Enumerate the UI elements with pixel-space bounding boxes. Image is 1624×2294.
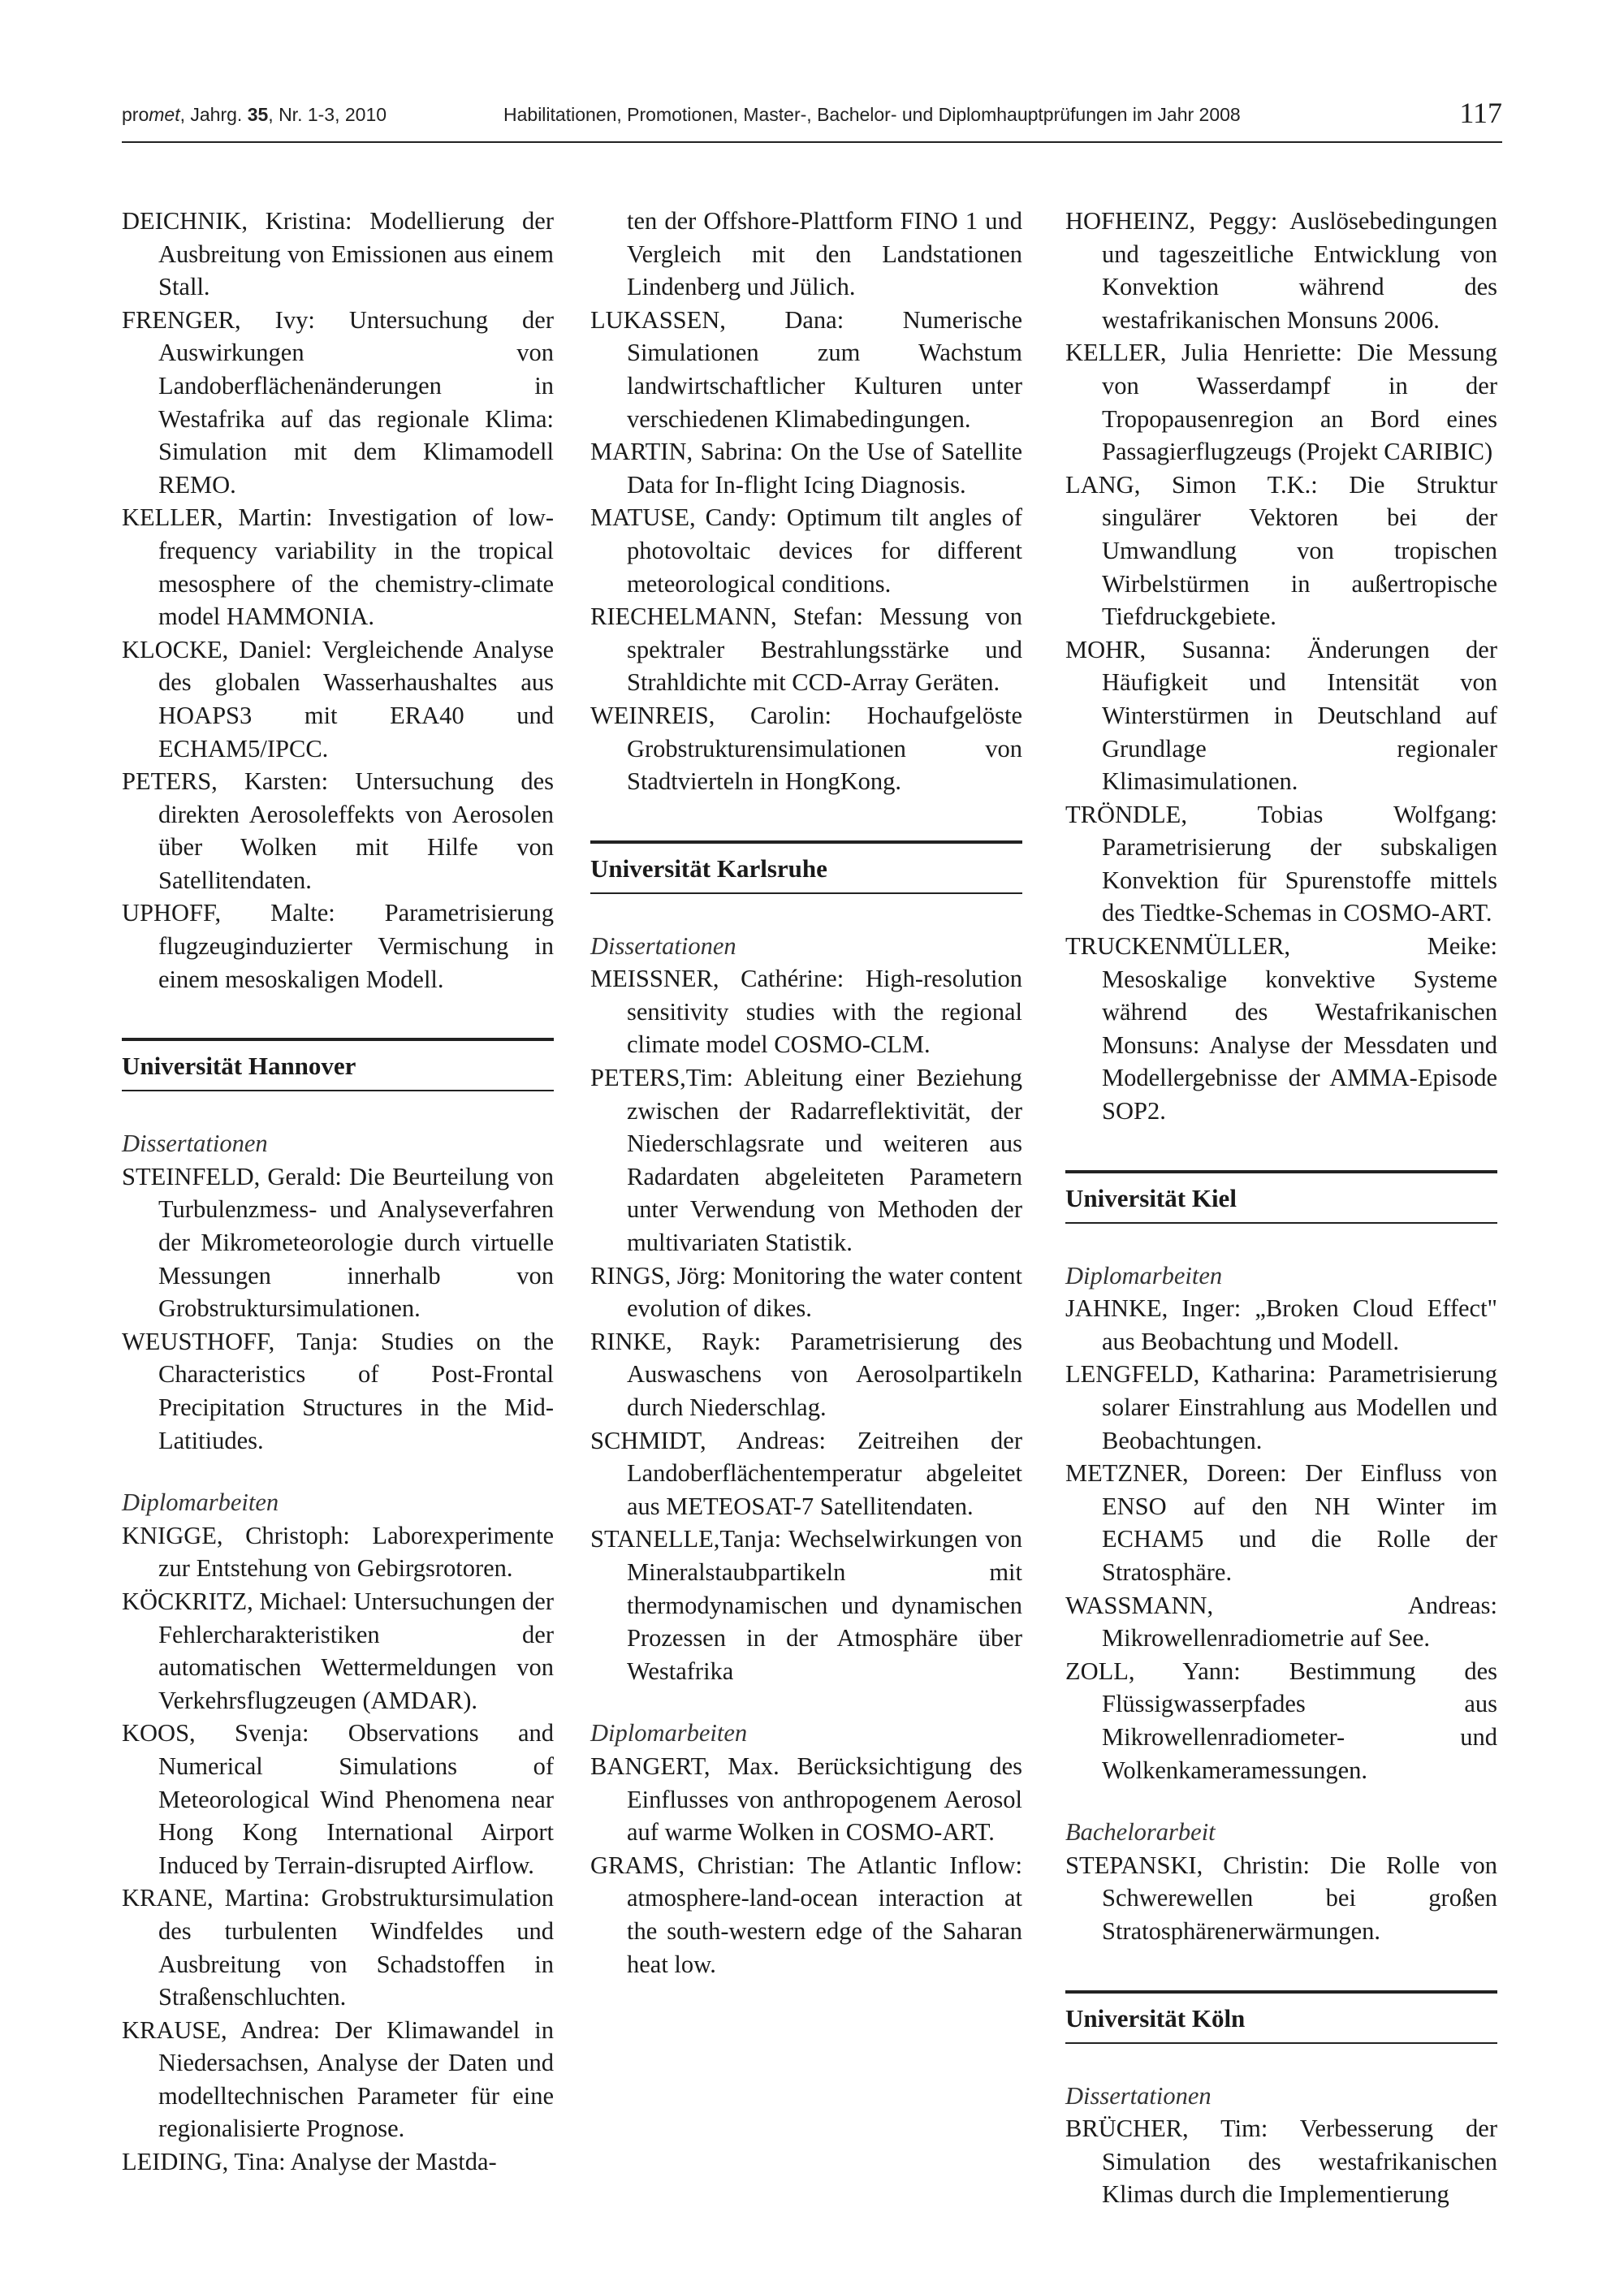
thesis-entry: RINGS, Jörg: Monitoring the water content evolution of dikes. — [590, 1261, 1022, 1323]
page-number: 117 — [1459, 97, 1502, 129]
thesis-entry: KELLER, Julia Henriette: Die Messung von Wasserdampf in der Tropopausenregion an Bord eines Passagierflugzeugs (Projekt CARIBIC) — [1065, 339, 1497, 466]
thesis-entry: UPHOFF, Malte: Parametrisierung flugzeuginduzierter Vermischung in einem mesoskaligen Modell. — [122, 899, 554, 993]
thesis-entry: STANELLE,Tanja: Wechselwirkungen von Mineralstaubpartikeln mit thermodynamischen und dynamischen Prozessen in der Atmosphäre über Westafrika — [590, 1525, 1022, 1685]
category-label-diplomarbeiten: Diplomarbeiten — [1065, 1261, 1223, 1290]
thesis-entry: LEIDING, Tina: Analyse der Mastda- — [122, 2148, 497, 2176]
thesis-entry: GRAMS, Christian: The Atlantic Inflow: atmosphere-land-ocean interaction at the south-western edge of the Saharan heat low. — [590, 1851, 1022, 1978]
university-heading-hannover: Universität Hannover — [122, 1038, 554, 1091]
thesis-entry: STEPANSKI, Christin: Die Rolle von Schwerewellen bei großen Stratosphärenerwärmungen. — [1065, 1851, 1497, 1945]
thesis-entry: LANG, Simon T.K.: Die Struktur singulärer Vektoren bei der Umwandlung von tropischen Wirbelstürmen in außertropische Tiefdruckgebiete. — [1065, 470, 1497, 631]
column-1 — [122, 205, 554, 2179]
thesis-entry: KNIGGE, Christoph: Laborexperimente zur Entstehung von Gebirgsrotoren. — [122, 1521, 554, 1583]
column-3 — [1065, 205, 1497, 2211]
university-heading-kiel: Universität Kiel — [1065, 1170, 1497, 1224]
thesis-entry: JAHNKE, Inger: „Broken Cloud Effect" aus Beobachtung und Modell. — [1065, 1294, 1497, 1355]
category-label-dissertationen: Dissertationen — [1065, 2081, 1212, 2110]
page-header — [122, 96, 1502, 153]
thesis-entry: KRANE, Martina: Grobstruktursimulation des turbulenten Windfeldes und Ausbreitung von Schadstoffen in Straßenschluchten. — [122, 1884, 554, 2011]
thesis-entry: KLOCKE, Daniel: Vergleichende Analyse des globalen Wasserhaushaltes aus HOAPS3 mit ERA40 und ECHAM5/IPCC. — [122, 635, 554, 763]
category-label-dissertationen: Dissertationen — [590, 931, 736, 960]
thesis-entry: WASSMANN, Andreas: Mikrowellenradiometrie auf See. — [1065, 1591, 1497, 1652]
thesis-entry: WEINREIS, Carolin: Hochaufgelöste Grobstrukturensimulationen von Stadtvierteln in HongKong. — [590, 701, 1022, 796]
journal-volume: 35 — [247, 104, 269, 125]
thesis-entry-continuation: ten der Offshore-Plattform FINO 1 und Vergleich mit den Landstationen Lindenberg und Jülich. — [627, 207, 1022, 301]
thesis-entry: TRÖNDLE, Tobias Wolfgang: Parametrisierung der subskaligen Konvektion für Spurenstoffe mittels des Tiedtke-Schemas in COSMO-ART. — [1065, 800, 1497, 927]
thesis-entry: METZNER, Doreen: Der Einfluss von ENSO auf den NH Winter im ECHAM5 und die Rolle der Stratosphäre. — [1065, 1459, 1497, 1586]
thesis-entry: MATUSE, Candy: Optimum tilt angles of photovoltaic devices for different meteorological conditions. — [590, 503, 1022, 598]
thesis-entry: HOFHEINZ, Peggy: Auslösebedingungen und tageszeitliche Entwicklung von Konvektion während des westafrikanischen Monsuns 2006. — [1065, 207, 1497, 334]
thesis-entry: LENGFELD, Katharina: Parametrisierung solarer Einstrahlung aus Modellen und Beobachtungen. — [1065, 1360, 1497, 1454]
journal-name-prefix: pro — [122, 104, 149, 125]
journal-name-italic: met — [149, 104, 180, 125]
journal-year-label: , Jahrg. — [179, 104, 248, 125]
thesis-entry: MOHR, Susanna: Änderungen der Häufigkeit und Intensität von Winterstürmen in Deutschland auf Grundlage regionaler Klimasimulationen. — [1065, 635, 1497, 796]
thesis-entry: MARTIN, Sabrina: On the Use of Satellite Data for In-flight Icing Diagnosis. — [590, 438, 1022, 499]
thesis-entry: KRAUSE, Andrea: Der Klimawandel in Niedersachsen, Analyse der Daten und modelltechnischen Parameter für eine regionalisierte Prognose. — [122, 2015, 554, 2143]
category-label-diplomarbeiten: Diplomarbeiten — [122, 1488, 279, 1517]
thesis-entry: TRUCKENMÜLLER, Meike: Mesoskalige konvektive Systeme während des Westafrikanischen Monsuns: Analyse der Messdaten und Modellergebnisse der AMMA-Episode SOP2. — [1065, 932, 1497, 1125]
thesis-entry: SCHMIDT, Andreas: Zeitreihen der Landoberflächentemperatur abgeleitet aus METEOSAT-7 Satellitendaten. — [590, 1426, 1022, 1520]
category-label-diplomarbeiten: Diplomarbeiten — [590, 1719, 748, 1748]
thesis-entry: LUKASSEN, Dana: Numerische Simulationen zum Wachstum landwirtschaftlicher Kulturen unter verschiedenen Klimabedingungen. — [590, 305, 1022, 433]
section-title: Habilitationen, Promotionen, Master-, Bachelor- und Diplomhauptprüfungen im Jahr 2008 — [503, 104, 1241, 125]
thesis-entry: KOOS, Svenja: Observations and Numerical Simulations of Meteorological Wind Phenomena near Hong Kong International Airport Induced by Terrain-disrupted Airflow. — [122, 1719, 554, 1879]
thesis-entry: BRÜCHER, Tim: Verbesserung der Simulation des westafrikanischen Klimas durch die Implementierung — [1065, 2115, 1497, 2209]
thesis-entry: RIECHELMANN, Stefan: Messung von spektraler Bestrahlungsstärke und Strahldichte mit CCD-Array Geräten. — [590, 603, 1022, 697]
column-2 — [590, 205, 1022, 1981]
journal-issue: , Nr. 1-3, 2010 — [268, 104, 387, 125]
category-label-bachelorarbeit: Bachelorarbeit — [1065, 1818, 1216, 1847]
journal-citation — [122, 104, 387, 126]
thesis-entry: BANGERT, Max. Berücksichtigung des Einflusses von anthropogenem Aerosol auf warme Wolken in COSMO-ART. — [590, 1752, 1022, 1847]
thesis-entry: KELLER, Martin: Investigation of low-frequency variability in the tropical mesosphere of the chemistry-climate model HAMMONIA. — [122, 503, 554, 631]
thesis-entry: RINKE, Rayk: Parametrisierung des Auswaschens von Aerosolpartikeln durch Niederschlag. — [590, 1327, 1022, 1421]
thesis-entry: WEUSTHOFF, Tanja: Studies on the Characteristics of Post-Frontal Precipitation Structures in the Mid-Latitiudes. — [122, 1327, 554, 1454]
thesis-entry: ZOLL, Yann: Bestimmung des Flüssigwasserpfades aus Mikrowellenradiometer- und Wolkenkameramessungen. — [1065, 1657, 1497, 1784]
category-label-dissertationen: Dissertationen — [122, 1130, 268, 1158]
thesis-entry: PETERS,Tim: Ableitung einer Beziehung zwischen der Radarreflektivität, der Niederschlagsrate und weiteren aus Radardaten abgeleiteten Parametern unter Verwendung von Methoden der multivariaten Statistik. — [590, 1064, 1022, 1257]
thesis-entry: FRENGER, Ivy: Untersuchung der Auswirkungen von Landoberflächenänderungen in Westafrika auf das regionale Klima: Simulation mit dem Klimamodell REMO. — [122, 305, 554, 499]
university-heading-koeln: Universität Köln — [1065, 1990, 1497, 2044]
thesis-entry: PETERS, Karsten: Untersuchung des direkten Aerosoleffekts von Aerosolen über Wolken mit Hilfe von Satellitendaten. — [122, 767, 554, 894]
thesis-entry: MEISSNER, Cathérine: High-resolution sensitivity studies with the regional climate model COSMO-CLM. — [590, 965, 1022, 1059]
thesis-entry: STEINFELD, Gerald: Die Beurteilung von Turbulenzmess- und Analyseverfahren der Mikrometeorologie durch virtuelle Messungen innerhalb von Grobstruktursimulationen. — [122, 1162, 554, 1323]
university-heading-karlsruhe: Universität Karlsruhe — [590, 840, 1022, 894]
header-rule — [122, 141, 1502, 143]
thesis-entry: DEICHNIK, Kristina: Modellierung der Ausbreitung von Emissionen aus einem Stall. — [122, 207, 554, 301]
thesis-entry: KÖCKRITZ, Michael: Untersuchungen der Fehlercharakteristiken der automatischen Wettermeldungen von Verkehrsflugzeugen (AMDAR). — [122, 1587, 554, 1714]
